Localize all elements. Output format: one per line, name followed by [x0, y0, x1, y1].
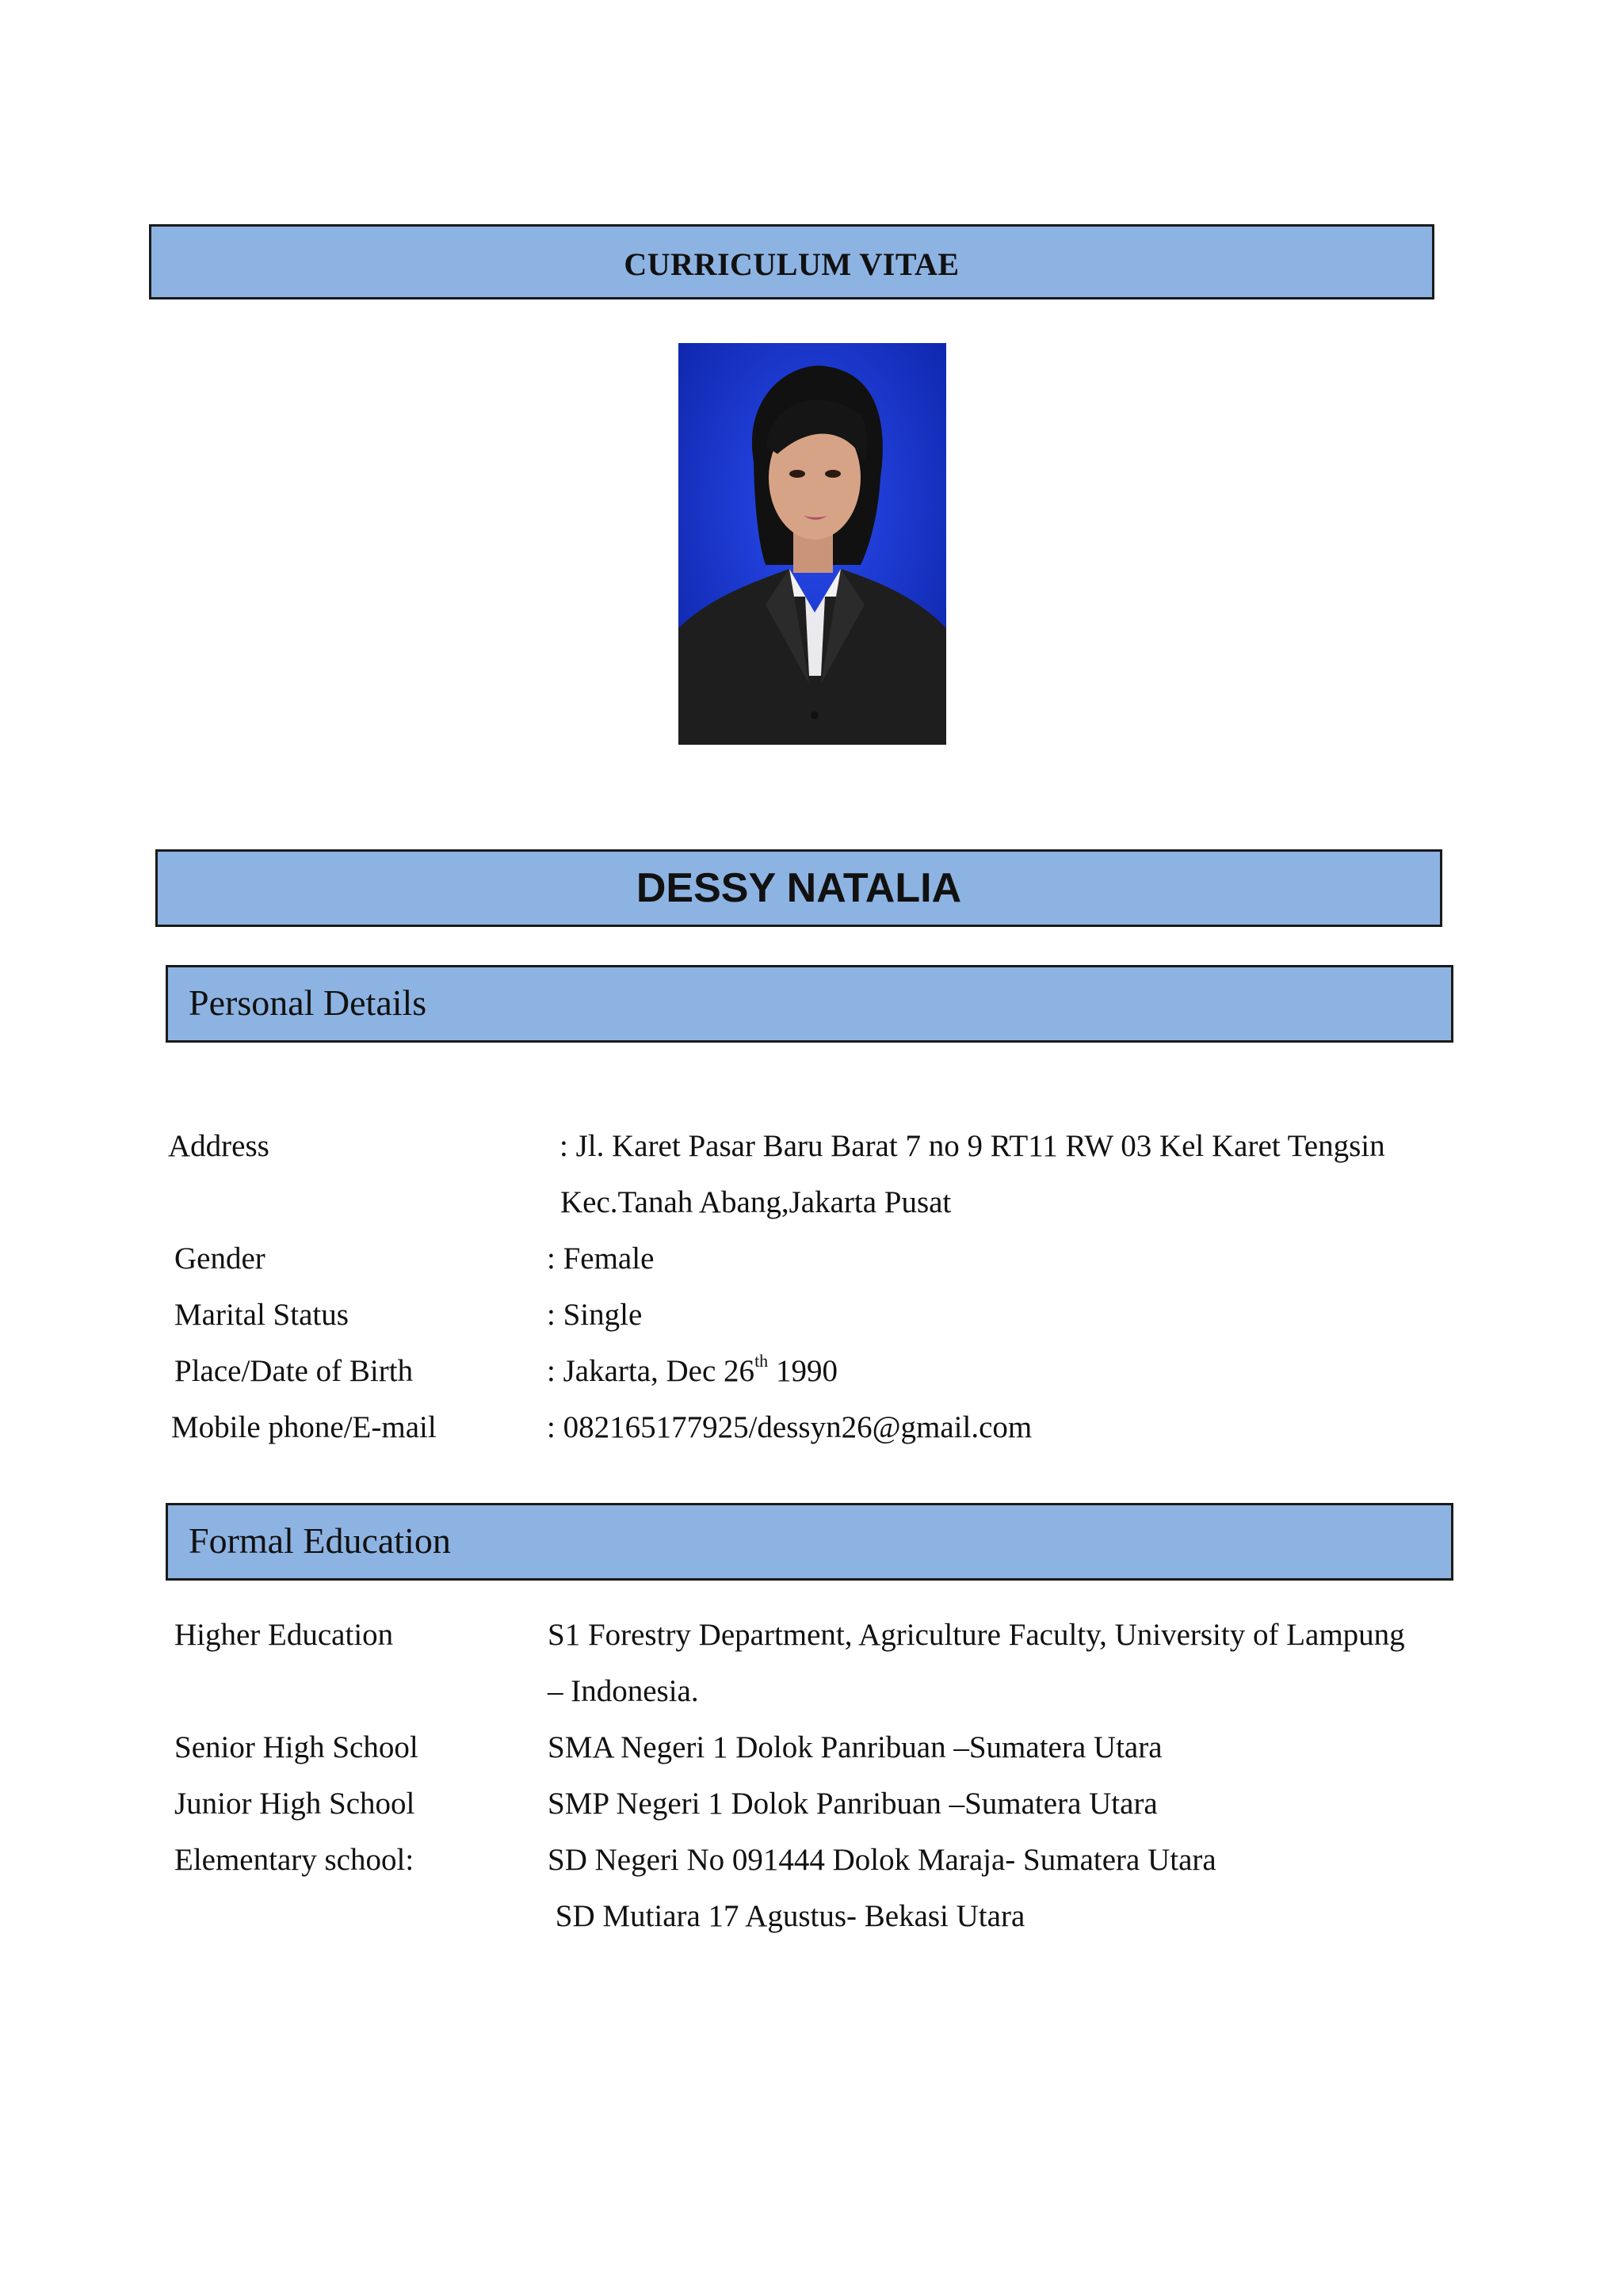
address-line-2: Kec.Tanah Abang,Jakarta Pusat: [560, 1185, 952, 1219]
junior-high-value: SMP Negeri 1 Dolok Panribuan –Sumatera Utara: [548, 1787, 1158, 1821]
birth-label: Place/Date of Birth: [174, 1354, 414, 1388]
address-label: Address: [168, 1129, 269, 1163]
name-bar: [155, 849, 1442, 927]
junior-high-label: Junior High School: [174, 1787, 415, 1821]
personal-details-bar: [166, 965, 1453, 1043]
gender-label: Gender: [174, 1241, 265, 1276]
higher-education-line-2: – Indonesia.: [548, 1674, 699, 1708]
candidate-name: DESSY NATALIA: [636, 865, 962, 911]
birth-value: [547, 1351, 838, 1388]
senior-high-value: SMA Negeri 1 Dolok Panribuan –Sumatera Utara: [548, 1730, 1163, 1764]
birth-day-suffix: th: [754, 1351, 769, 1371]
contact-label: Mobile phone/E-mail: [171, 1410, 437, 1444]
marital-status-value: : Single: [547, 1298, 643, 1332]
elementary-label: Elementary school:: [174, 1843, 414, 1877]
portrait-image: [678, 343, 946, 745]
page-title: CURRICULUM VITAE: [624, 246, 960, 282]
formal-education-bar: [166, 1503, 1453, 1581]
address-line-1: : Jl. Karet Pasar Baru Barat 7 no 9 RT11 RW 03 Kel Karet Tengsin: [559, 1129, 1385, 1163]
birth-place-date: : Jakarta, Dec 26: [547, 1354, 755, 1388]
gender-value: : Female: [547, 1241, 655, 1276]
contact-value: : 082165177925/dessyn26@gmail.com: [547, 1410, 1033, 1444]
elementary-value-1: SD Negeri No 091444 Dolok Maraja- Sumatera Utara: [548, 1843, 1216, 1877]
birth-year: 1990: [768, 1354, 838, 1388]
formal-education-heading: Formal Education: [189, 1520, 451, 1561]
senior-high-label: Senior High School: [174, 1730, 418, 1764]
personal-details-heading: Personal Details: [189, 982, 427, 1023]
elementary-value-2: SD Mutiara 17 Agustus- Bekasi Utara: [548, 1899, 1025, 1933]
higher-education-label: Higher Education: [174, 1618, 394, 1652]
higher-education-line-1: S1 Forestry Department, Agriculture Faculty, University of Lampung: [548, 1618, 1405, 1652]
marital-status-label: Marital Status: [174, 1298, 349, 1332]
cv-title-bar: [149, 224, 1434, 299]
profile-photo: [678, 343, 946, 745]
